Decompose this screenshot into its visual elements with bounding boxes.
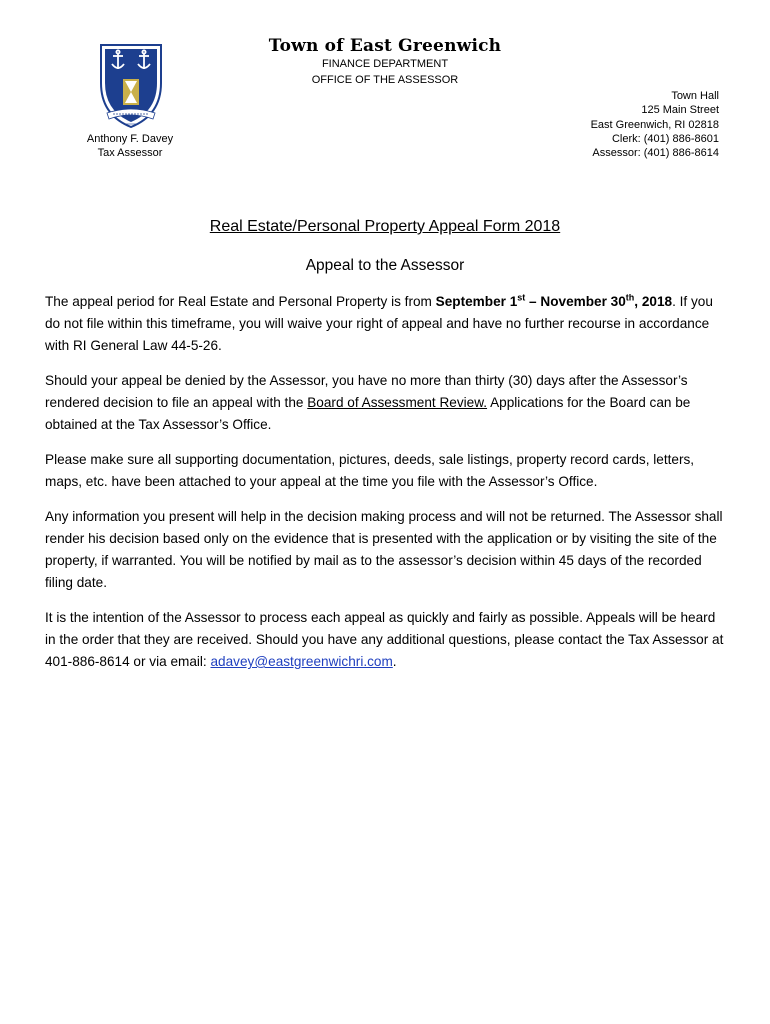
form-subtitle: Appeal to the Assessor (305, 257, 465, 274)
form-body (45, 291, 725, 686)
board-of-assessment-review-text: Board of Assessment Review. (307, 395, 488, 410)
department-name: FINANCE DEPARTMENT (321, 58, 449, 70)
assessor-title: Tax Assessor (97, 147, 163, 159)
address-city: East Greenwich, RI 02818 (590, 118, 719, 131)
assessor-phone: Assessor: (401) 886-8614 (592, 147, 719, 160)
evidence-paragraph: Any information you present will help in the decision making process and will not be returned. The Assessor shall render his decision based only on the evidence that is presented with the application or by visiting the site of the property, if warranted. You will be notified by mail as to the assessor’s decision within 45 days of the recorded filing date. (45, 509, 723, 590)
denied-appeal-paragraph: Should your appeal be denied by the Assessor, you have no more than thirty (30) days after the Assessor’s rendered decision to file an appeal with the Board of Assessment Review. Applications for the Board can be obtained at the Tax Assessor’s Office. (45, 373, 691, 432)
assessor-email-link[interactable]: adavey@eastgreenwichri.com (210, 654, 393, 669)
appeal-period-paragraph: The appeal period for Real Estate and Personal Property is from September 1st – November 30th, 2018. If you do not file within this timeframe, you will waive your right of appeal and have no further recourse in accordance with RI General Law 44-5-26. (45, 292, 713, 353)
assessor-signature-block (70, 132, 190, 160)
assessor-name: Anthony F. Davey (86, 133, 174, 145)
office-name: OFFICE OF THE ASSESSOR (311, 74, 459, 86)
office-address-block (591, 89, 719, 160)
address-building: Town Hall (671, 90, 719, 102)
clerk-phone: Clerk: (401) 886-8601 (611, 132, 719, 145)
town-name-heading: Town of East Greenwich (268, 36, 502, 56)
contact-paragraph: It is the intention of the Assessor to process each appeal as quickly and fairly as possible. Appeals will be heard in the order that they are received. Should you have any additional questions, please contact the Tax Assessor at 401-886-8614 or via email: adavey@eastgreenwichri.com. (45, 610, 724, 669)
documentation-paragraph: Please make sure all supporting documentation, pictures, deeds, sale listings, property record cards, letters, maps, etc. have been attached to your appeal at the time you file with the Assessor’s Office. (45, 452, 695, 489)
address-street: 125 Main Street (641, 104, 719, 117)
form-title: Real Estate/Personal Property Appeal Form 2018 (209, 218, 561, 235)
